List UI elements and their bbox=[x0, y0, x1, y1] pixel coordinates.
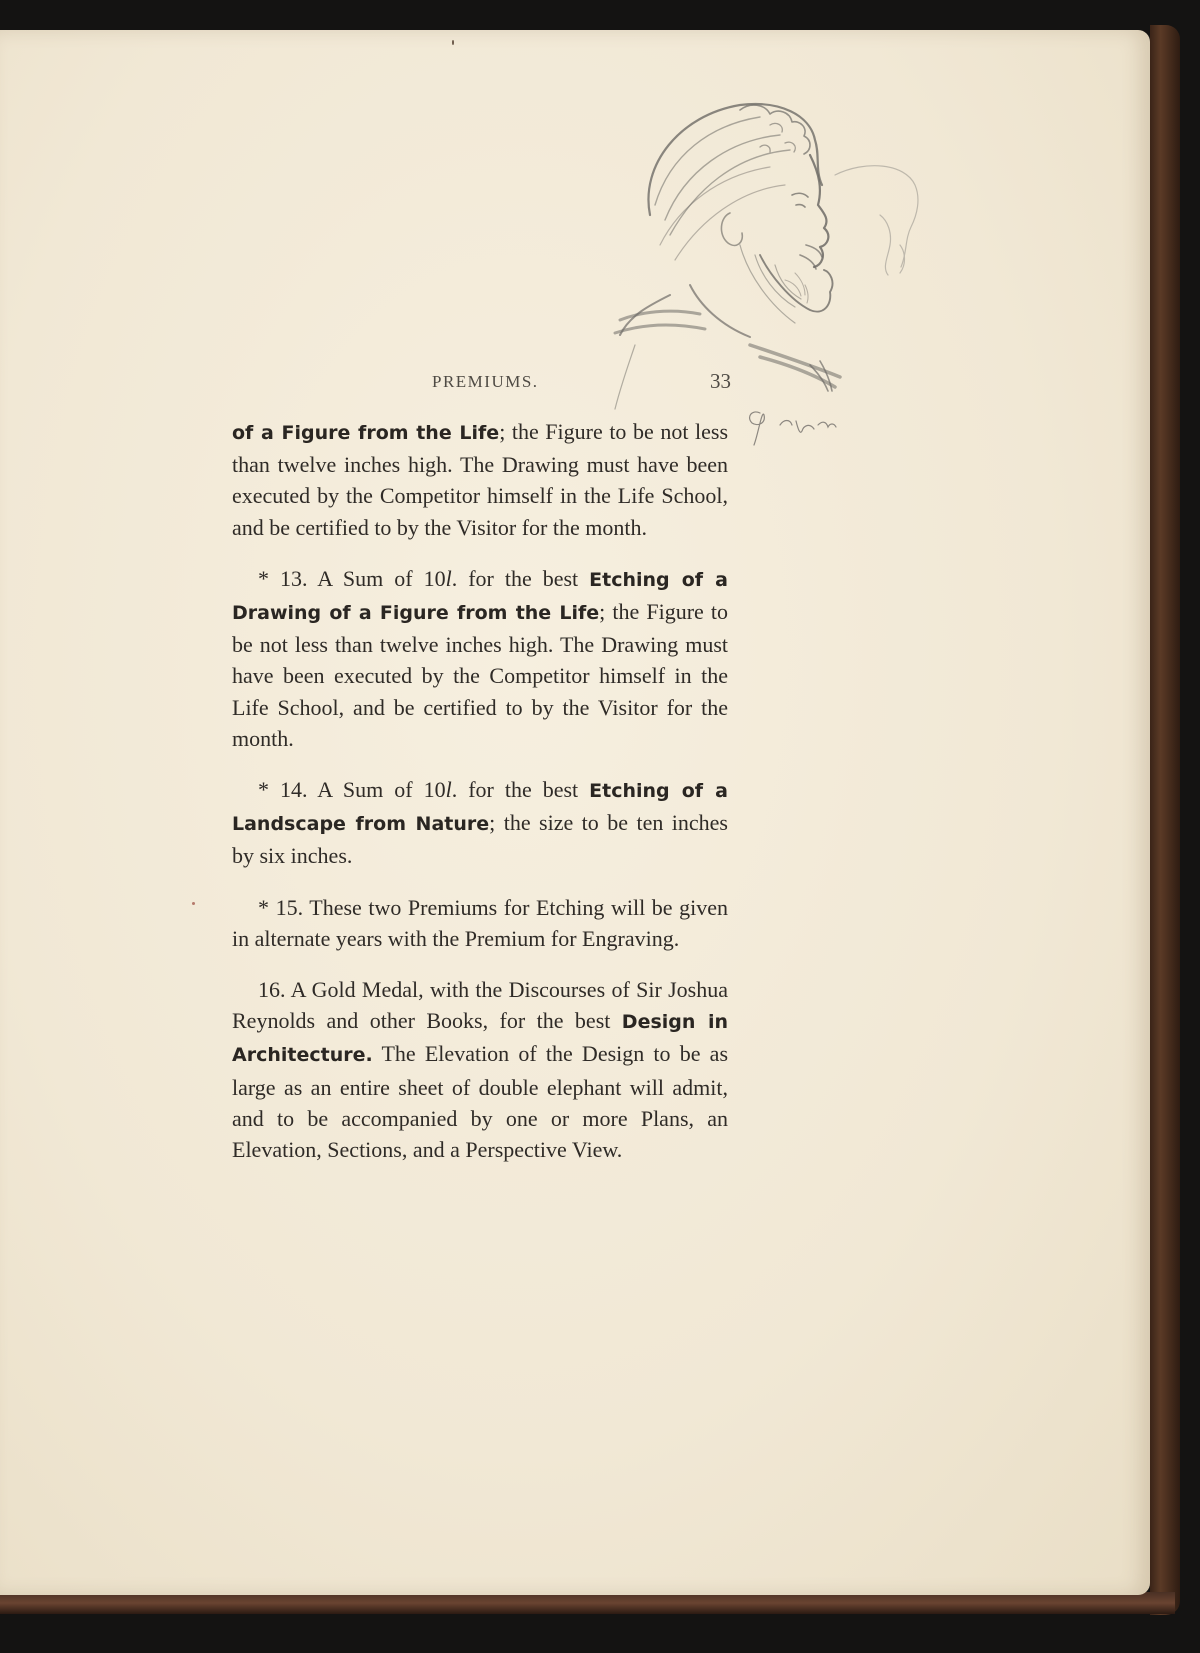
paragraph-12-continued bbox=[232, 416, 728, 543]
body-text bbox=[232, 416, 728, 1165]
bold-phrase: of a Figure from the Life bbox=[232, 422, 500, 444]
running-head bbox=[232, 369, 732, 396]
page-number: 33 bbox=[710, 369, 731, 393]
italic-run: l bbox=[445, 777, 452, 803]
faint-second-profile bbox=[835, 166, 918, 275]
portrait-head bbox=[615, 104, 840, 409]
text-run: ; the Figure to be not less than twelve inches high. The Drawing must have been executed by the Competitor himself in the Life School, and be certified to by the Visitor for the month. bbox=[232, 599, 728, 751]
text-run: The Elevation of the Design to be as large as an entire sheet of double elephant will admit, and to be accompanied by one or more Plans, an Elevation, Sections, and a Perspective View. bbox=[232, 1041, 728, 1163]
paragraph-15 bbox=[232, 892, 728, 954]
text-run: * 14. A Sum of 10 bbox=[258, 777, 446, 803]
paper-speck bbox=[192, 902, 195, 905]
bold-phrase: Etching of a Drawing of a Figure from the Life bbox=[232, 568, 728, 625]
paragraph-16 bbox=[232, 974, 728, 1165]
paragraph-13 bbox=[232, 563, 728, 754]
bold-phrase: Design in Architecture. bbox=[232, 1011, 728, 1067]
paper-speck bbox=[452, 40, 454, 45]
bold-phrase: Etching of a Landscape from Nature bbox=[232, 780, 728, 836]
book-cover-edge bbox=[1150, 25, 1180, 1615]
text-run: * 15. These two Premiums for Etching will be given in alternate years with the Premium for Engraving. bbox=[232, 894, 728, 951]
artist-signature bbox=[750, 412, 836, 445]
text-run: . for the best bbox=[451, 777, 590, 803]
text-run: . for the best bbox=[451, 565, 590, 591]
running-head-title: PREMIUMS. bbox=[432, 372, 539, 391]
paragraph-14 bbox=[232, 774, 728, 872]
text-run: ; the Figure to be not less than twelve inches high. The Drawing must have been executed by the Competitor himself in the Life School, and be certified to by the Visitor for the month. bbox=[232, 419, 729, 540]
italic-run: l bbox=[445, 565, 452, 591]
text-run: 16. A Gold Medal, with the Discourses of Sir Joshua Reynolds and other Books, for the best bbox=[232, 977, 728, 1034]
text-run: ; the size to be ten inches by six inches. bbox=[232, 810, 728, 869]
book-cover-bottom bbox=[0, 1592, 1175, 1614]
text-run: * 13. A Sum of 10 bbox=[258, 565, 446, 591]
